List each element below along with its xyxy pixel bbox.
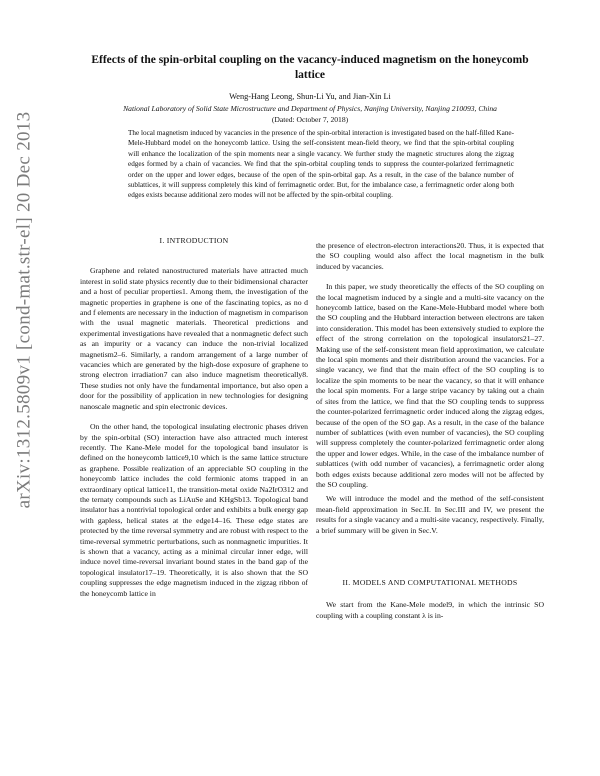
arxiv-id-text: arXiv:1312.5809v1 [cond-mat.str-el] 20 Dec 2013 bbox=[13, 111, 35, 509]
paragraph: the presence of electron-electron interactions20. Thus, it is expected that the SO coupling would also affect the local magnetism in the bulk induced by vacancies. bbox=[316, 241, 544, 271]
abstract: The local magnetism induced by vacancies in the presence of the spin-orbital interaction is investigated based on the half-filled Kane-Mele-Hubbard model on the honeycomb lattice. Using the self-consistent mean-field theory, we find that the spin-orbital coupling will enhance the localization of the spin moments near a single vacancy. We further study the magnetic structures along the zigzag edges formed by a chain of vacancies. We find that the spin-orbital coupling tends to suppress the counter-polarized ferrimagnetic order on the upper and lower edges, because of the open of the spin-orbital gap. As a result, in the case of the balance number of sublattices, it will suppress completely this kind of ferrimagnetic order. But, for the imbalance case, a ferrimagnetic order along both edges exists because additional zero modes will not be affected by the spin-orbital coupling. bbox=[128, 129, 514, 200]
section-heading-introduction: I. INTRODUCTION bbox=[159, 236, 229, 245]
arxiv-identifier bbox=[8, 40, 40, 580]
date-line: (Dated: October 7, 2018) bbox=[271, 115, 349, 124]
paragraph: In this paper, we study theoretically the effects of the SO coupling on the local magnetism induced by a single and a multi-site vacancy on the honeycomb lattice, based on the Kane-Mele-Hubbard model where both the SO coupling and the Hubbard interaction between electrons are taken into consideration. This model has been extensively studied to explore the effect of the strong correlation on the topological insulators21–27. Making use of the self-consistent mean field approximation, we calculate the local spin moments and their distribution around the vacancies. For a single vacancy, we find that the main effect of the SO coupling is to localize the spin moments to be near the vacancy, so that it will enhance the local spin moments. For a large stripe vacancy by taking out a chain of sites from the lattice, we find that the SO coupling tends to suppress the counter-polarized ferrimagnetic order induced along the zigzag edges, because of the open of the SO gap. As a result, in the case of the balance number of sublattices (with even number of vacancies), the SO coupling will suppress completely the counter-polarized ferrimagnetic order along the upper and lower edges. While, in the case of the imbalance number of sublattices (with odd number of vacancies), a ferrimagnetic order along both edges exists because additional zero modes will not be affected by the SO coupling. bbox=[316, 282, 544, 489]
author-list: Weng-Hang Leong, Shun-Li Yu, and Jian-Xin Li bbox=[229, 92, 391, 101]
paragraph: On the other hand, the topological insulating electronic phases driven by the spin-orbital (SO) interaction have also attracted much interest recently. The Kane-Mele model for the topological band insulator is defined on the honeycomb lattice9,10 which is the same lattice structure as graphene. Possible realization of an appreciable SO coupling in the honeycomb lattice includes the cold fermionic atoms trapped in an extraordinary optical lattice11, the transition-metal oxide Na2IrO312 and the ternaty compounds such as LiAuSe and KHgSb13. Topological band insulator has a nontrivial topological order and exhibits a bulk energy gap with gapless, helical states at the edge14–16. These edge states are protected by the time reversal symmetry and are robust with respect to the time-reversal symmetric perturbations, such as nonmagnetic impurities. It is shown that a vacancy, acting as a minimal circular inner edge, will induce novel time-reversal invariant bound states in the band gap of the topological insulator17–19. Theoretically, it is also shown that the SO coupling suppresses the edge magnetism induced in the zigzag ribbon of the honeycomb lattice in bbox=[80, 422, 308, 598]
paragraph: We will introduce the model and the method of the self-consistent mean-field approximation in Sec.II. In Sec.III and IV, we present the results for a single vacancy and a multi-site vacancy, respectively. Finally, a brief summary will be given in Sec.V. bbox=[316, 494, 544, 535]
section-heading-models: II. MODELS AND COMPUTATIONAL METHODS bbox=[342, 577, 518, 587]
paragraph: Graphene and related nanostructured materials have attracted much interest in solid state physics recently due to their bidimensional character and a host of peculiar properties1. Among them, the investigation of the magnetic properties in graphene is one of the fascinating topics, as no d and f elements are necessary in the induction of magnetism in comparison with the usual magnetic materials. Theoretical predictions and experimental investigations have revealed that a nonmagnetic defect such as an impurity or a vacancy can induce the non-trivial localized magnetism2–6. Similarly, a random arrangement of a large number of vacancies which are generated by the high-dose exposure of graphene to strong electron irradiation7 can also induce magnetism theoretically8. These studies not only have the fundamental importance, but also open a door for the possibility of application in new technologies for designing nanoscale magnetic and spin electronic devices. bbox=[80, 266, 308, 411]
left-column bbox=[80, 236, 308, 599]
right-column bbox=[316, 241, 544, 621]
paper-title: Effects of the spin-orbital coupling on the vacancy-induced magnetism on the honeycomb lattice bbox=[91, 54, 529, 81]
paragraph: We start from the Kane-Mele model9, in which the intrinsic SO coupling with a coupling constant λ is in- bbox=[316, 600, 544, 620]
affiliation: National Laboratory of Solid State Microstructure and Department of Physics, Nanjing University, Nanjing 210093, China bbox=[123, 104, 497, 113]
